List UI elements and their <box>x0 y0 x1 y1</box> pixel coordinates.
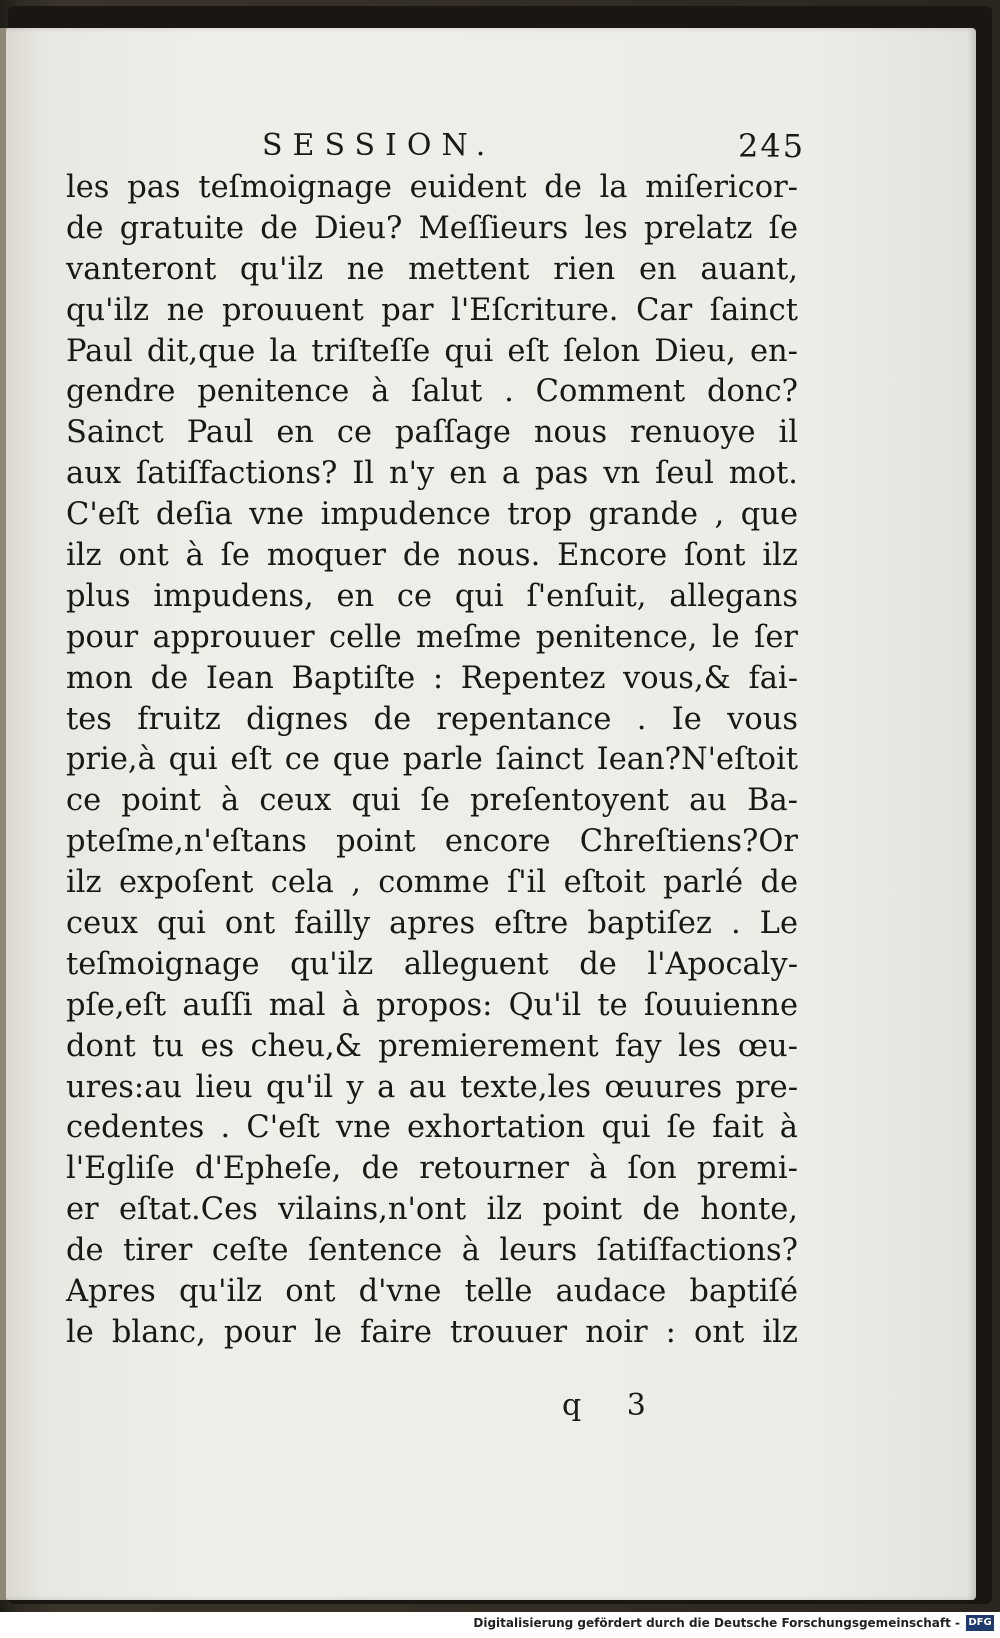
text-line: ilz ont à ſe moquer de nous. Encore ſont ilz <box>66 538 798 574</box>
text-line: tes fruitz dignes de repentance . Ie vous <box>66 701 798 737</box>
text-line: pſe,eſt auſſi mal à propos: Qu'il te ſouuienne <box>66 987 798 1023</box>
text-line: er eſtat.Ces vilains,n'ont ilz point de honte, <box>66 1192 798 1228</box>
running-head-title: SESSION. <box>262 128 496 163</box>
text-line: aux ſatiſfactions? Il n'y en a pas vn ſeul mot. <box>66 456 798 492</box>
text-line: plus impudens, en ce qui ſ'enſuit, allegans <box>66 578 798 614</box>
page-gutter-edge <box>0 28 6 1600</box>
text-line: de tirer ceſte ſentence à leurs ſatiſfactions? <box>66 1233 798 1269</box>
running-head <box>0 128 1000 168</box>
text-line: de gratuite de Dieu? Meſſieurs les prelatz ſe <box>66 210 798 246</box>
text-line: Paul dit,que la triſteſſe qui eſt ſelon Dieu, en- <box>66 333 798 369</box>
text-line: qu'ilz ne prouuent par l'Eſcriture. Car ſainct <box>66 292 798 328</box>
text-line: Sainct Paul en ce paſſage nous renuoye il <box>66 415 798 451</box>
body-text <box>66 168 798 1354</box>
text-line: teſmoignage qu'ilz alleguent de l'Apocaly- <box>66 946 798 982</box>
text-line: ce point à ceux qui ſe preſentoyent au Ba- <box>66 783 798 819</box>
text-line: les pas teſmoignage euident de la miſericor- <box>66 170 798 205</box>
text-line: ceux qui ont failly apres eſtre baptiſez . Le <box>66 906 798 942</box>
text-line: cedentes . C'eſt vne exhortation qui ſe fait à <box>66 1110 798 1146</box>
text-line: le blanc, pour le faire trouuer noir : ont ilz <box>66 1314 798 1350</box>
text-line: mon de Iean Baptiſte : Repentez vous,& fai- <box>66 660 798 696</box>
text-line: prie,à qui eſt ce que parle ſainct Iean?N'eſtoit <box>66 742 798 778</box>
text-line: ures:au lieu qu'il y a au texte,les œuures pre- <box>66 1069 798 1105</box>
page-number: 245 <box>738 127 806 165</box>
text-line: C'eſt deſia vne impudence trop grande , que <box>66 497 798 533</box>
text-line: vanteront qu'ilz ne mettent rien en auant, <box>66 251 798 287</box>
footer-credit: Digitalisierung gefördert durch die Deutsche Forschungsgemeinschaft - <box>473 1616 960 1630</box>
text-line: pour approuuer celle meſme penitence, le ſer <box>66 619 798 655</box>
text-line: pteſme,n'eſtans point encore Chreſtiens?Or <box>66 824 798 860</box>
text-line: dont tu es cheu,& premierement fay les œu- <box>66 1028 798 1064</box>
text-line: ilz expoſent cela , comme ſ'il eſtoit parlé de <box>66 865 798 901</box>
dfg-logo: DFG <box>966 1615 994 1631</box>
digitization-footer <box>0 1612 1000 1638</box>
signature-mark: q 3 <box>562 1388 664 1423</box>
text-line: Apres qu'ilz ont d'vne telle audace baptiſé <box>66 1274 798 1310</box>
text-line: l'Egliſe d'Epheſe, de retourner à ſon premi- <box>66 1151 798 1187</box>
text-line: gendre penitence à ſalut . Comment donc? <box>66 374 798 410</box>
